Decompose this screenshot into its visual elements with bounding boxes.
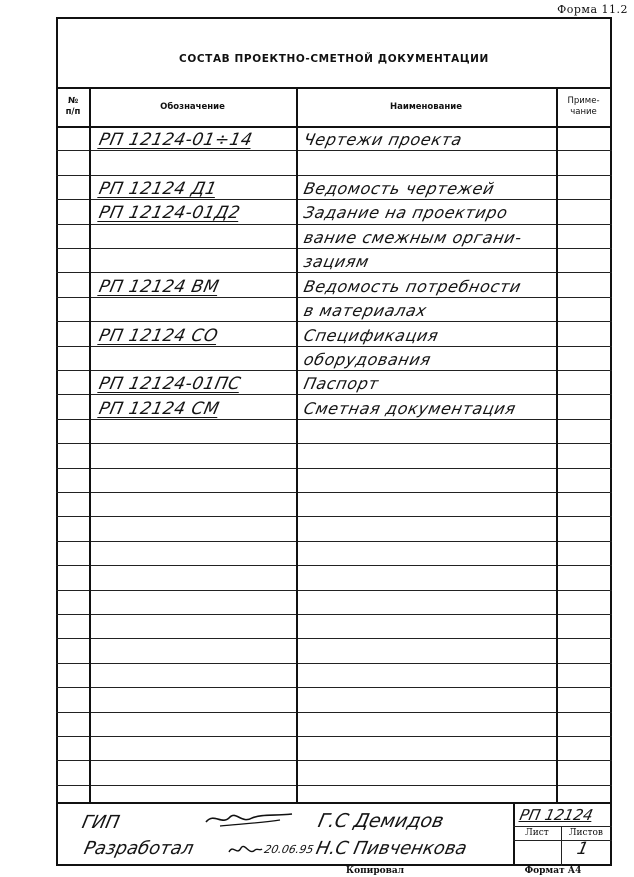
row-rule <box>56 248 612 249</box>
row-rule <box>56 736 612 737</box>
row-name: Паспорт <box>302 374 381 393</box>
form-number-label: Форма 11.2 <box>557 3 628 16</box>
row-rule <box>56 565 612 566</box>
document-title: СОСТАВ ПРОЕКТНО-СМЕТНОЙ ДОКУМЕНТАЦИИ <box>179 53 489 65</box>
title-block-doc-code: РП 12124 <box>518 806 595 824</box>
column-rule-name <box>556 87 558 802</box>
column-header-name: Наименование <box>390 101 462 112</box>
row-rule <box>56 394 612 395</box>
row-designation: РП 12124 Д1 <box>97 179 219 199</box>
signature-chief-engineer <box>200 808 300 830</box>
row-name: Спецификация <box>302 326 441 345</box>
row-name: Ведомость потребности <box>302 277 524 296</box>
row-name: Чертежи проекта <box>302 130 465 149</box>
sheets-value: 1 <box>575 839 591 859</box>
row-rule <box>56 175 612 176</box>
column-rule-number <box>89 87 91 802</box>
row-designation: РП 12124 СМ <box>97 399 222 419</box>
copied-by-label: Копировал <box>345 866 405 876</box>
row-name: зациям <box>302 252 371 271</box>
role-developer: Разработал <box>82 838 196 859</box>
row-name: оборудования <box>302 350 433 369</box>
row-rule <box>56 492 612 493</box>
title-block-rule <box>513 826 612 827</box>
row-rule <box>56 663 612 664</box>
table-bottom-rule <box>56 802 612 804</box>
row-name: Сметная документация <box>302 399 518 418</box>
row-rule <box>56 712 612 713</box>
header-bottom-rule <box>56 126 612 128</box>
row-designation: РП 12124-01÷14 <box>97 130 255 150</box>
row-rule <box>56 614 612 615</box>
row-rule <box>56 297 612 298</box>
sheets-label: Листов <box>568 828 603 838</box>
developer-date: 20.06.95 <box>263 843 315 856</box>
column-header-number: № п/п <box>65 96 81 117</box>
row-rule <box>56 785 612 786</box>
row-rule <box>56 419 612 420</box>
column-header-note: Приме- чание <box>567 96 600 117</box>
row-rule <box>56 224 612 225</box>
row-rule <box>56 272 612 273</box>
row-designation: РП 12124-01ПС <box>97 374 243 394</box>
row-designation: РП 12124 СО <box>97 326 220 346</box>
format-label: Формат А4 <box>524 866 582 876</box>
developer-name: Н.С Пивченкова <box>314 838 469 859</box>
row-rule <box>56 370 612 371</box>
signature-developer <box>227 842 263 858</box>
row-rule <box>56 541 612 542</box>
row-designation: РП 12124-01Д2 <box>97 203 243 223</box>
row-rule <box>56 468 612 469</box>
row-name: Ведомость чертежей <box>302 179 497 198</box>
row-name: в материалах <box>302 301 429 320</box>
row-designation: РП 12124 ВМ <box>97 277 222 297</box>
row-name: Задание на проектиро <box>302 203 510 222</box>
row-rule <box>56 516 612 517</box>
role-chief-engineer: ГИП <box>80 812 122 833</box>
column-header-designation: Обозначение <box>160 101 225 112</box>
row-rule <box>56 760 612 761</box>
chief-engineer-name: Г.С Демидов <box>316 810 446 832</box>
row-rule <box>56 687 612 688</box>
row-rule <box>56 321 612 322</box>
row-rule <box>56 638 612 639</box>
row-name: вание смежным органи- <box>302 228 524 247</box>
row-rule <box>56 346 612 347</box>
row-rule <box>56 150 612 151</box>
sheet-label: Лист <box>525 828 549 838</box>
row-rule <box>56 443 612 444</box>
column-rule-designation <box>296 87 298 802</box>
row-rule <box>56 590 612 591</box>
title-block-rule <box>513 840 612 841</box>
row-rule <box>56 199 612 200</box>
